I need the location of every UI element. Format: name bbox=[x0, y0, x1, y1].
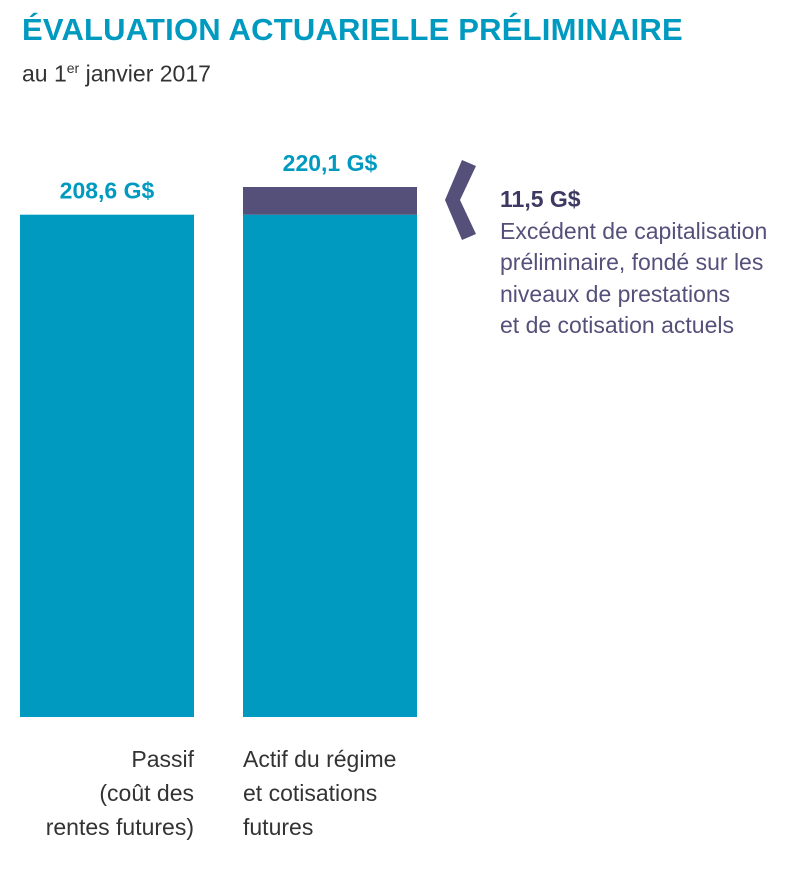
category-label-line: Passif bbox=[131, 746, 194, 772]
category-label-line: futures bbox=[243, 814, 314, 840]
category-label-line: et cotisations bbox=[243, 780, 378, 806]
category-label-line: rentes futures) bbox=[45, 814, 194, 840]
subtitle-suffix: janvier 2017 bbox=[79, 60, 211, 87]
surplus-description-line-1: Excédent de capitalisation bbox=[500, 217, 768, 244]
chevron-left-icon bbox=[445, 160, 476, 240]
subtitle-prefix: au 1 bbox=[22, 60, 67, 87]
bar-segment-base-2 bbox=[243, 215, 417, 717]
category-label-line: (coût des bbox=[99, 780, 194, 806]
category-label-passif bbox=[20, 742, 194, 844]
category-label-line: Actif du régime bbox=[243, 746, 397, 772]
bar-value-label-1: 208,6 G$ bbox=[59, 177, 155, 204]
category-label-actif bbox=[243, 742, 443, 844]
surplus-callout bbox=[500, 184, 805, 342]
bar-segment-surplus-2 bbox=[243, 187, 417, 215]
surplus-description-line-3: niveaux de prestations bbox=[500, 280, 731, 307]
bar-segment-base-1 bbox=[20, 215, 194, 717]
surplus-amount: 11,5 G$ bbox=[500, 186, 581, 212]
bar-value-label-2: 220,1 G$ bbox=[282, 150, 378, 176]
surplus-description-line-2: préliminaire, fondé sur les bbox=[500, 249, 764, 275]
chart-title: ÉVALUATION ACTUARIELLE PRÉLIMINAIRE bbox=[22, 12, 683, 47]
subtitle-superscript: er bbox=[66, 60, 80, 76]
surplus-description-line-4: et de cotisation actuels bbox=[500, 312, 734, 338]
